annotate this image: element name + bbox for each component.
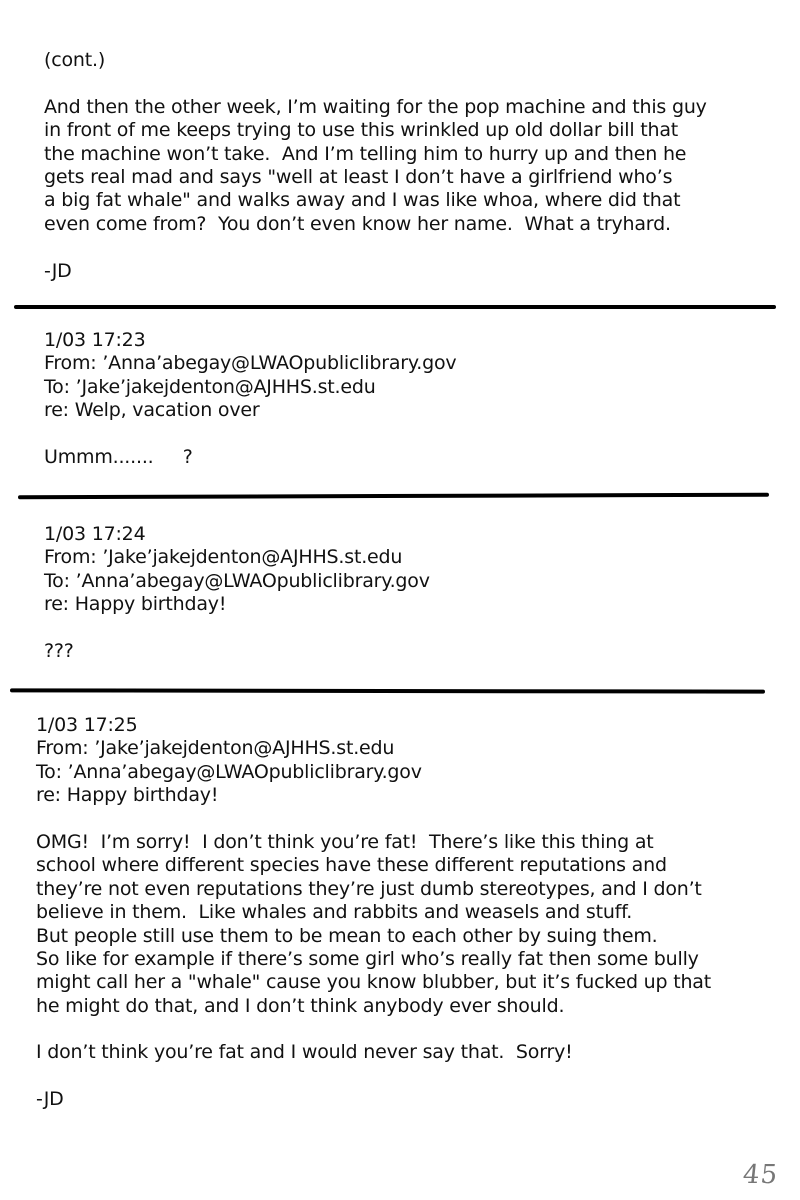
message-line: gets real mad and says "well at least I don’t have a girlfriend who’s: [44, 165, 673, 188]
page-number: 45: [741, 1160, 780, 1190]
email-from: From: ’Jake’jakejdenton@AJHHS.st.edu: [44, 546, 403, 569]
email-timestamp: 1/03 17:24: [44, 523, 146, 545]
email-body: Ummm....... ?: [44, 445, 193, 468]
email-body-line: they’re not even reputations they’re just dumb stereotypes, and I don’t: [36, 877, 702, 900]
email-message: [44, 329, 456, 469]
email-closing: I don’t think you’re fat and I would never say that. Sorry!: [36, 1041, 573, 1064]
continued-message: [44, 49, 707, 283]
message-line: And then the other week, I’m waiting for the pop machine and this guy: [44, 95, 707, 118]
email-subject: re: Welp, vacation over: [44, 399, 260, 422]
email-message: [44, 523, 430, 663]
email-signature: -JD: [36, 1088, 64, 1111]
message-divider: [18, 493, 769, 500]
email-body-line: believe in them. Like whales and rabbits and weasels and stuff.: [36, 901, 633, 924]
email-from: From: ’Anna’abegay@LWAOpubliclibrary.gov: [44, 352, 457, 375]
email-to: To: ’Anna’abegay@LWAOpubliclibrary.gov: [44, 569, 430, 592]
email-body-line: But people still use them to be mean to each other by suing them.: [36, 924, 658, 947]
email-body-line: might call her a "whale" cause you know blubber, but it’s fucked up that: [36, 971, 711, 994]
email-body-line: school where different species have these different reputations and: [36, 854, 667, 877]
email-timestamp: 1/03 17:23: [44, 329, 146, 351]
message-signature: -JD: [44, 259, 72, 282]
email-body-line: OMG! I’m sorry! I don’t think you’re fat! There’s like this thing at: [36, 830, 654, 853]
email-to: To: ’Jake’jakejdenton@AJHHS.st.edu: [44, 375, 376, 398]
email-body-line: So like for example if there’s some girl who’s really fat then some bully: [36, 947, 699, 970]
email-subject: re: Happy birthday!: [36, 784, 219, 807]
message-divider: [10, 688, 765, 693]
message-line: the machine won’t take. And I’m telling him to hurry up and then he: [44, 142, 687, 165]
email-subject: re: Happy birthday!: [44, 593, 227, 616]
email-message: [36, 714, 711, 1112]
continued-label: (cont.): [44, 49, 106, 71]
message-line: in front of me keeps trying to use this wrinkled up old dollar bill that: [44, 119, 679, 142]
message-line: even come from? You don’t even know her name. What a tryhard.: [44, 212, 671, 235]
email-timestamp: 1/03 17:25: [36, 714, 138, 736]
message-line: a big fat whale" and walks away and I was like whoa, where did that: [44, 189, 681, 212]
email-body-line: he might do that, and I don’t think anybody ever should.: [36, 994, 565, 1017]
email-from: From: ’Jake’jakejdenton@AJHHS.st.edu: [36, 737, 395, 760]
email-to: To: ’Anna’abegay@LWAOpubliclibrary.gov: [36, 760, 422, 783]
message-divider: [14, 305, 776, 309]
email-body: ???: [44, 639, 74, 662]
